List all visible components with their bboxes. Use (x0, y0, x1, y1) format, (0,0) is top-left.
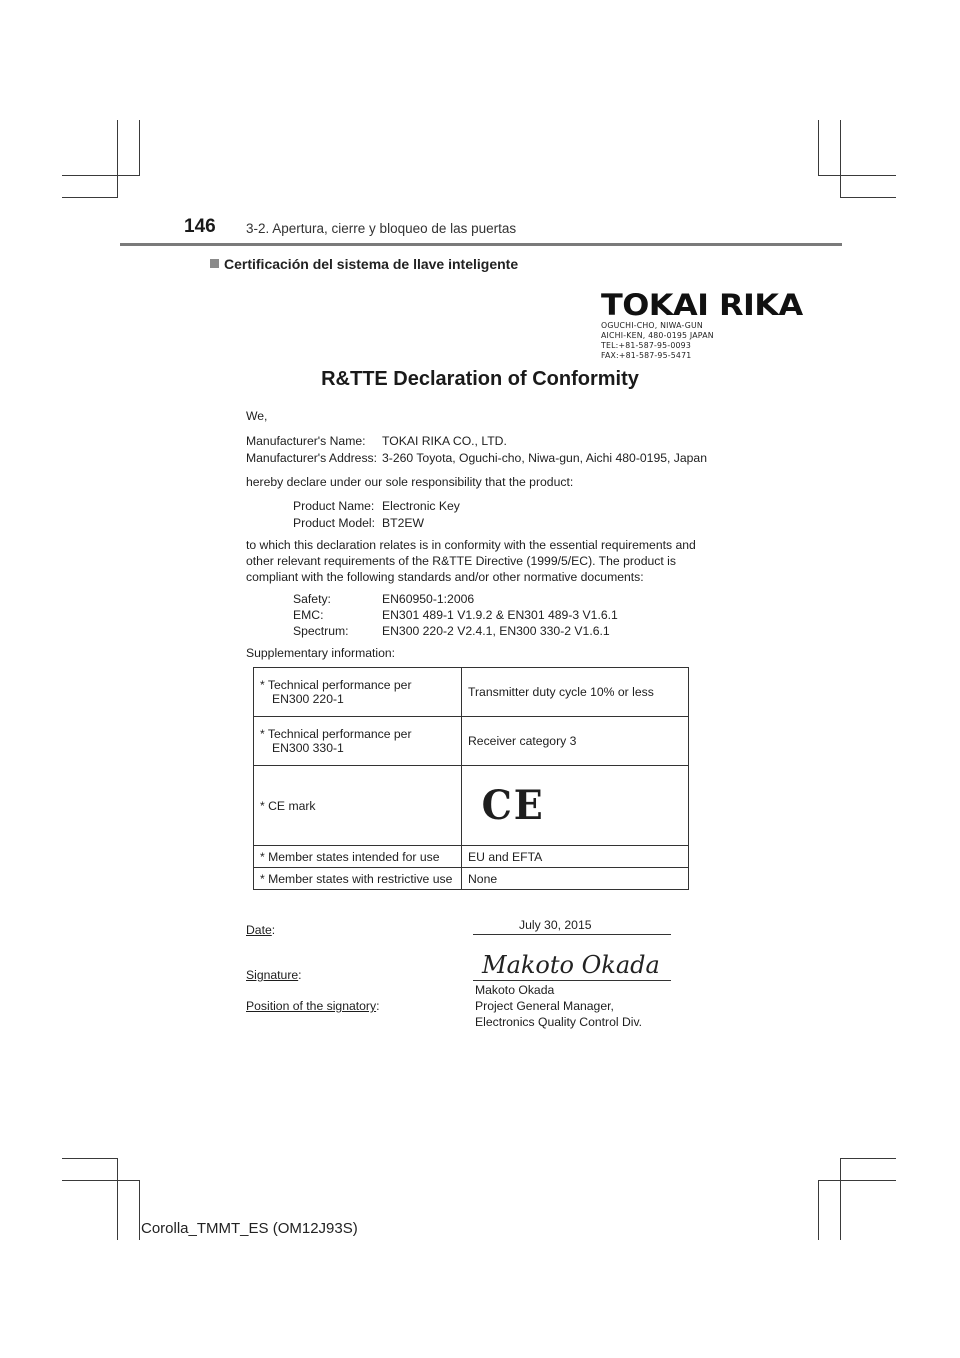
position-label: Position of the signatory (246, 999, 377, 1013)
table-cell-label: * CE mark (254, 766, 462, 846)
table-row (254, 846, 689, 868)
row-label: * Technical performance per (260, 678, 412, 692)
table-cell-value: Receiver category 3 (462, 717, 689, 766)
table-cell-value: Transmitter duty cycle 10% or less (462, 668, 689, 717)
date-label: Date (246, 923, 272, 937)
row-label-standard: EN300 220-1 (272, 692, 344, 706)
product-name: Electronic Key (382, 499, 460, 513)
signature-text: Makoto Okada (482, 951, 660, 979)
running-header: 3-2. Apertura, cierre y bloqueo de las puertas (246, 221, 517, 236)
emc-standard: EN301 489-1 V1.9.2 & EN301 489-3 V1.6.1 (382, 608, 618, 622)
footer-text: Corolla_TMMT_ES (OM12J93S) (141, 1220, 358, 1237)
ce-mark-icon: CE (481, 782, 545, 829)
table-cell-label: * Member states intended for use (254, 846, 462, 868)
signature-label-row: Signature: (246, 968, 302, 982)
date-value: July 30, 2015 (519, 918, 592, 932)
row-label: * Technical performance per (260, 727, 412, 741)
page-number: 146 (184, 216, 216, 237)
product-model-label: Product Model: (293, 516, 375, 530)
company-logo: TOKAI RIKA (601, 288, 803, 322)
supplementary-heading: Supplementary information: (246, 646, 396, 660)
manufacturer-address-label: Manufacturer's Address: (246, 451, 378, 465)
table-row (254, 868, 689, 890)
date-line (473, 934, 671, 935)
manufacturer-address: 3-260 Toyota, Oguchi-cho, Niwa-gun, Aichi 480-0195, Japan (382, 451, 707, 465)
position-label-row: Position of the signatory: (246, 999, 380, 1013)
address-line-2: AICHI-KEN, 480-0195 JAPAN (601, 331, 714, 340)
we-text: We, (246, 409, 268, 423)
handwritten-signature (476, 945, 676, 981)
table-cell-value: None (462, 868, 689, 890)
table-cell-value (462, 766, 689, 846)
table-cell-label: * Member states with restrictive use (254, 868, 462, 890)
conformity-line-2: other relevant requirements of the R&TTE Directive (1999/5/EC). The product is (246, 554, 676, 568)
spectrum-standard: EN300 220-2 V2.4.1, EN300 330-2 V1.6.1 (382, 624, 610, 638)
section-bullet-icon (210, 259, 219, 268)
table-cell-label (254, 717, 462, 766)
manufacturer-name: TOKAI RIKA CO., LTD. (382, 434, 507, 448)
table-row (254, 766, 689, 846)
date-label-row: Date: (246, 923, 276, 937)
signer-title: Project General Manager, (475, 999, 614, 1013)
address-tel: TEL:+81-587-95-0093 (601, 341, 691, 350)
spectrum-label: Spectrum: (293, 624, 349, 638)
company-address (601, 321, 714, 361)
signature-line (473, 980, 671, 981)
signer-division: Electronics Quality Control Div. (475, 1015, 643, 1029)
table-cell-label (254, 668, 462, 717)
supplementary-table (253, 667, 689, 890)
row-label-standard: EN300 330-1 (272, 741, 344, 755)
manufacturer-name-label: Manufacturer's Name: (246, 434, 366, 448)
table-row (254, 668, 689, 717)
product-name-label: Product Name: (293, 499, 375, 513)
product-model: BT2EW (382, 516, 424, 530)
safety-standard: EN60950-1:2006 (382, 592, 475, 606)
address-line-1: OGUCHI-CHO, NIWA-GUN (601, 321, 703, 330)
emc-label: EMC: (293, 608, 324, 622)
table-cell-value: EU and EFTA (462, 846, 689, 868)
safety-label: Safety: (293, 592, 331, 606)
conformity-line-3: compliant with the following standards and/or other normative documents: (246, 570, 644, 584)
signer-name: Makoto Okada (475, 983, 555, 997)
table-row (254, 717, 689, 766)
signature-label: Signature (246, 968, 299, 982)
address-fax: FAX:+81-587-95-5471 (601, 351, 692, 360)
conformity-line-1: to which this declaration relates is in conformity with the essential requirements and (246, 538, 696, 552)
header-rule (120, 243, 842, 246)
declaration-title: R&TTE Declaration of Conformity (321, 368, 639, 390)
hereby-text: hereby declare under our sole responsibility that the product: (246, 475, 574, 489)
section-title (210, 256, 518, 272)
section-title-text: Certificación del sistema de llave inteligente (224, 256, 519, 272)
